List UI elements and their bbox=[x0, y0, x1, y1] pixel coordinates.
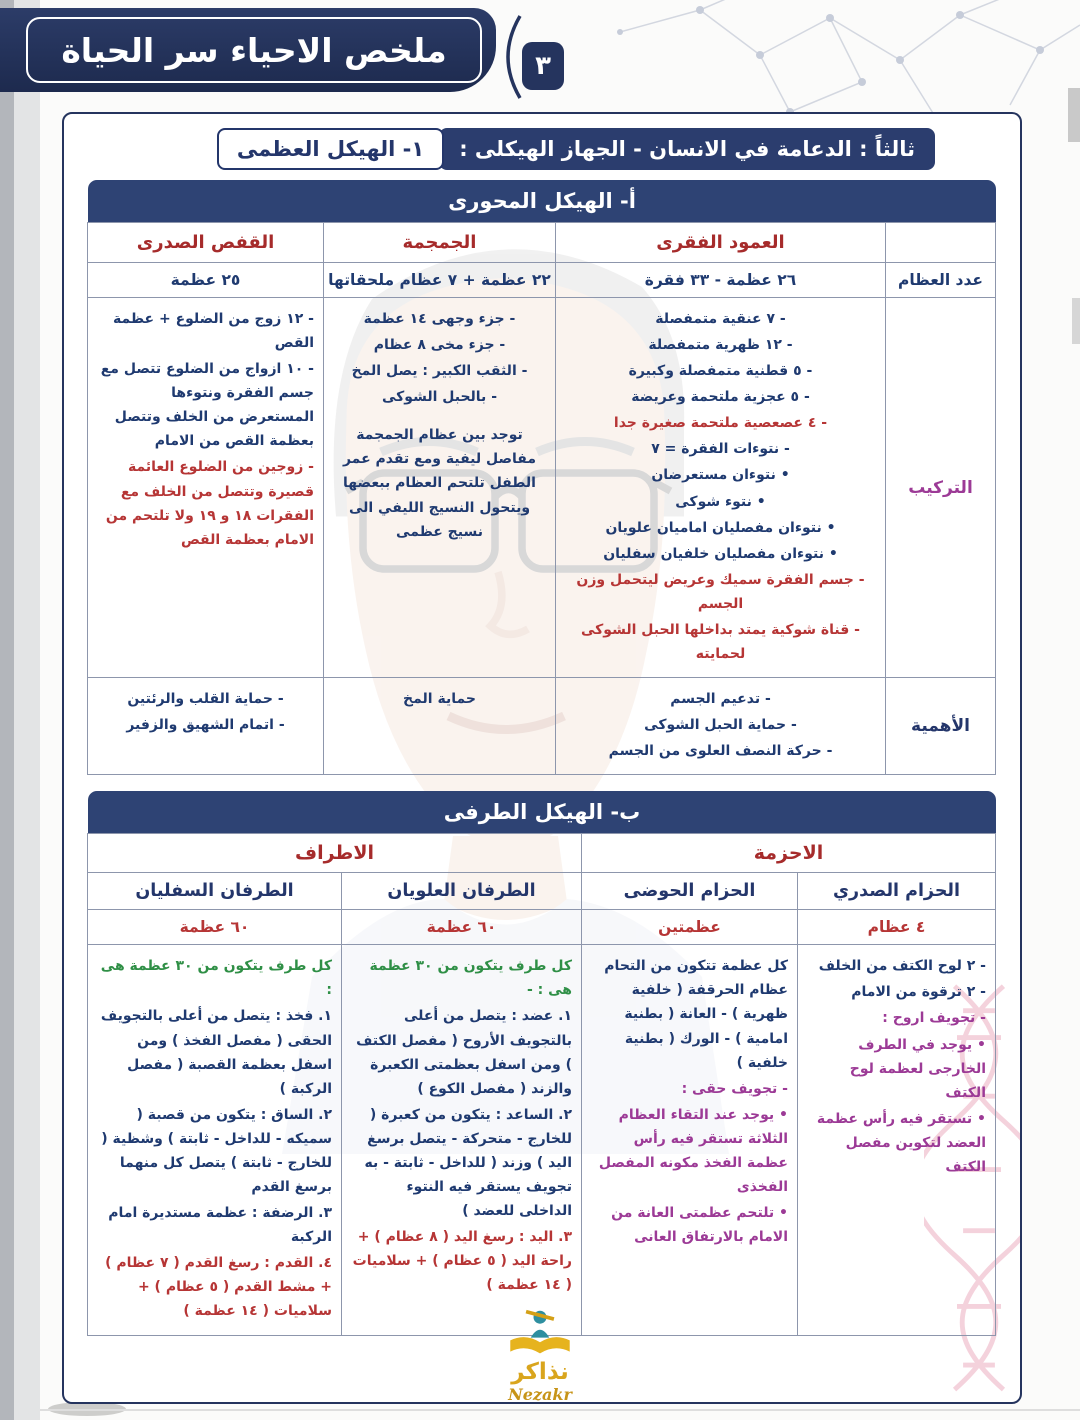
row-label-structure: التركيب bbox=[886, 298, 996, 678]
text-line: - الثقب الكبير : يصل المخ bbox=[351, 363, 528, 380]
appendicular-table-title: ب- الهيكل الطرفى bbox=[88, 791, 996, 833]
text-line: - ١٢ زوج من الضلوع + عظمة القص bbox=[113, 311, 314, 352]
text-line: • نتوءان مفصليان خلفيان سفليان bbox=[603, 545, 838, 562]
text-line: - ١٠ ازواج من الضلوع تتصل مع جسم الفقرة ونتوءها المستعرض من الخلف وتتصل بعظمة القص من الامام bbox=[100, 361, 314, 450]
row-label-importance: الأهمية bbox=[886, 678, 996, 775]
text-line: - ٢ ترقوة من الامام bbox=[851, 984, 986, 1001]
ribcage-importance-cell bbox=[88, 678, 324, 775]
skull-structure-cell bbox=[324, 298, 556, 678]
scan-bottom-line bbox=[40, 1409, 1080, 1411]
skull-bone-count: ٢٢ عظمة + ٧ عظام ملحقاتها bbox=[324, 263, 556, 298]
brand-banner bbox=[0, 8, 496, 92]
section-title: ثالثاً : الدعامة في الانسان - الجهاز الهيكلى : bbox=[439, 128, 935, 170]
pectoral-count: ٤ عظام bbox=[798, 910, 996, 945]
text-line: - حماية القلب والرئتين bbox=[127, 691, 284, 708]
lower-limbs-content-cell bbox=[88, 945, 342, 1335]
group-header-girdles: الاحزمة bbox=[582, 834, 996, 873]
scan-edge-dark bbox=[0, 0, 14, 1420]
axial-table bbox=[87, 222, 996, 775]
text-line: ١. عضد : يتصل من أعلى بالتجويف الأروح ( مفصل الكتف ) ومن اسفل بعظمتى الكعبرة والزند ( مفصل الكوع ) bbox=[356, 1008, 572, 1097]
text-line: - ١٢ ظهرية متمفصلة bbox=[648, 337, 793, 354]
text-line: ٤. القدم : رسغ القدم ( ٧ عظام ) + مشط القدم ( ٥ عظام ) + سلاميات ( ١٤ عظمة ) bbox=[105, 1255, 332, 1320]
limb-count-row bbox=[88, 910, 996, 945]
text-line: توجد بين عظام الجمجمة مفاصل ليفية ومع تقدم عمر الطفل تلتحم العظام ببعضها ويتحول النسيج الليفي الى نسيج عظمى bbox=[342, 427, 537, 540]
text-line: • نتوء شوكى bbox=[675, 493, 766, 510]
text-line: - بالحبل الشوكى bbox=[381, 389, 497, 406]
text-line: كل عظمة تتكون من التحام عظام الحرقفة ( خلفية ظهرية ) - العانة ( بطنية امامية ) - الورك ( بطنية خلفية ) bbox=[604, 958, 788, 1071]
pelvic-content-cell bbox=[582, 945, 798, 1335]
structure-row bbox=[88, 298, 996, 678]
scan-artifact-right-1 bbox=[1068, 88, 1080, 142]
lower-limbs-count: ٦٠ عظمة bbox=[88, 910, 342, 945]
text-line: ٣. الرضفة : عظمة مستديرة امام الركبة bbox=[108, 1205, 332, 1246]
text-line: - اتمام الشهيق والزفير bbox=[126, 717, 285, 734]
pelvic-count: عظمتين bbox=[582, 910, 798, 945]
watermark-latin-text: Nezakr bbox=[508, 1385, 572, 1404]
text-line: - زوجين من الضلوع العائمة قصيرة وتتصل من الخلف مع الفقرات ١٨ و ١٩ ولا تلتحم من الامام بعظمة القص bbox=[105, 459, 314, 548]
upper-limbs-content-cell bbox=[342, 945, 582, 1335]
text-line: • نتوءان مفصليان اماميان علويان bbox=[605, 519, 836, 536]
text-line: - تجويف اروح : bbox=[882, 1010, 986, 1027]
text-line: ٣. اليد : رسغ اليد ( ٨ عظام ) + راحة اليد ( ٥ عظام ) + سلاميات ( ١٤ عظمة ) bbox=[352, 1229, 572, 1294]
text-line: كل طرف يتكون من ٣٠ عظمة هى : bbox=[100, 958, 332, 999]
text-line: • نتوءان مستعرضان bbox=[651, 467, 790, 484]
content-frame bbox=[62, 112, 1022, 1404]
text-line: - ٤ عصعصية ملتحمة صغيرة جدا bbox=[613, 415, 828, 432]
col-header-ribcage: القفص الصدرى bbox=[88, 223, 324, 263]
axial-skeleton-table bbox=[88, 180, 996, 775]
row-label-bone-count: عدد العظام bbox=[886, 263, 996, 298]
upper-limbs-count: ٦٠ عظمة bbox=[342, 910, 582, 945]
pectoral-content-cell bbox=[798, 945, 996, 1335]
text-line: - جسم الفقرة سميك وعريض ليتحمل وزن الجسم bbox=[576, 571, 865, 612]
brand-title: ملخص الاحياء سر الحياة bbox=[26, 17, 482, 83]
text-line: • تستقر فيه رأس عظمة العضد لتكوين مفصل الكتف bbox=[816, 1110, 986, 1175]
bone-count-row bbox=[88, 263, 996, 298]
text-line: ١. فخذ : يتصل من أعلى بالتجويف الحقى ( مفصل الفخذ ) ومن اسفل بعظمة القصبة ( مفصل الركبة ) bbox=[100, 1008, 332, 1097]
text-line: - نتوءات الفقرة = ٧ bbox=[651, 441, 790, 458]
section-title-bar bbox=[217, 128, 935, 170]
col-header-pelvic-girdle: الحزام الحوضى bbox=[582, 873, 798, 910]
page-number-badge: ٣ bbox=[522, 42, 564, 90]
ribcage-bone-count: ٢٥ عظمة bbox=[88, 263, 324, 298]
spine-importance-cell bbox=[556, 678, 886, 775]
group-header-limbs: الاطراف bbox=[88, 834, 582, 873]
text-line: - تجويف حقى : bbox=[681, 1080, 788, 1097]
banner-arc-decoration bbox=[494, 14, 524, 100]
text-line: كل طرف يتكون من ٣٠ عظمة هى : - bbox=[369, 958, 572, 999]
group-header-row bbox=[88, 834, 996, 873]
text-line: - ٢ لوح الكتف من الخلف bbox=[818, 958, 986, 975]
scan-artifact-right-2 bbox=[1072, 298, 1080, 344]
col-header-lower-limbs: الطرفان السفليان bbox=[88, 873, 342, 910]
axial-table-title: أ- الهيكل المحورى bbox=[88, 180, 996, 222]
section-subtitle: ١- الهيكل العظمى bbox=[217, 128, 444, 170]
text-line: • يوجد في الطرف الخارجى لعظمة لوح الكتف bbox=[849, 1036, 986, 1101]
corner-cell bbox=[886, 223, 996, 263]
col-header-pectoral-girdle: الحزام الصدري bbox=[798, 873, 996, 910]
appendicular-skeleton-table bbox=[88, 791, 996, 1335]
text-line: • يوجد عند التقاء العظام الثلاثة تستقر فيه رأس عظمة الفخذ مكونه المفصل الفخذى bbox=[598, 1106, 788, 1196]
text-line: - ٥ قطنية متمفصلة وكبيرة bbox=[628, 363, 813, 380]
text-line: - حماية الحبل الشوكى bbox=[644, 717, 797, 734]
watermark-arabic-text: نذاكر bbox=[511, 1359, 569, 1385]
text-line: - تدعيم الجسم bbox=[670, 691, 771, 708]
spine-structure-cell bbox=[556, 298, 886, 678]
appendicular-table bbox=[87, 833, 996, 1335]
col-header-skull: الجمجمة bbox=[324, 223, 556, 263]
text-line: حماية المخ bbox=[403, 691, 476, 708]
text-line: • تلتحم عظمتى العانة من الامام بالارتفاق العانى bbox=[611, 1205, 788, 1246]
text-line: - جزء مخى ٨ عظام bbox=[373, 337, 506, 354]
scan-edge-light bbox=[14, 0, 40, 1420]
ribcage-structure-cell bbox=[88, 298, 324, 678]
importance-row bbox=[88, 678, 996, 775]
nezakr-logo-icon bbox=[502, 1307, 578, 1359]
text-line: - ٥ عجزية ملتحمة وعريضة bbox=[631, 389, 810, 406]
column-header-row bbox=[88, 873, 996, 910]
text-line: ٢. الساعد : يتكون من كعبرة ( للخارج - متحركة - يتصل برسغ اليد ) وزند ( للداخل - ثابتة - به تجويف يستقر فيه النتوء الداخلى للعضد ) bbox=[364, 1106, 572, 1220]
text-line: ٢. الساق : يتكون من قصبة ( سميكه - للداخل - ثابتة ) وشظية ( للخارج - ثابتة ) يتصل كل منهما برسغ القدم bbox=[101, 1106, 332, 1196]
skull-importance-cell bbox=[324, 678, 556, 775]
text-line: - حركة النصف العلوى من الجسم bbox=[608, 743, 833, 760]
col-header-spine: العمود الفقرى bbox=[556, 223, 886, 263]
text-line: - قناة شوكية يمتد بداخلها الحبل الشوكى لحمايته bbox=[581, 621, 860, 663]
nezakr-watermark bbox=[502, 1307, 578, 1404]
spine-bone-count: ٢٦ عظمة - ٣٣ فقرة bbox=[556, 263, 886, 298]
text-line: - ٧ عنقية متمفصلة bbox=[655, 311, 786, 327]
col-header-upper-limbs: الطرفان العلويان bbox=[342, 873, 582, 910]
axial-header-row bbox=[88, 223, 996, 263]
limb-content-row bbox=[88, 945, 996, 1335]
text-line: - جزء وجهى ١٤ عظمة bbox=[363, 311, 516, 327]
